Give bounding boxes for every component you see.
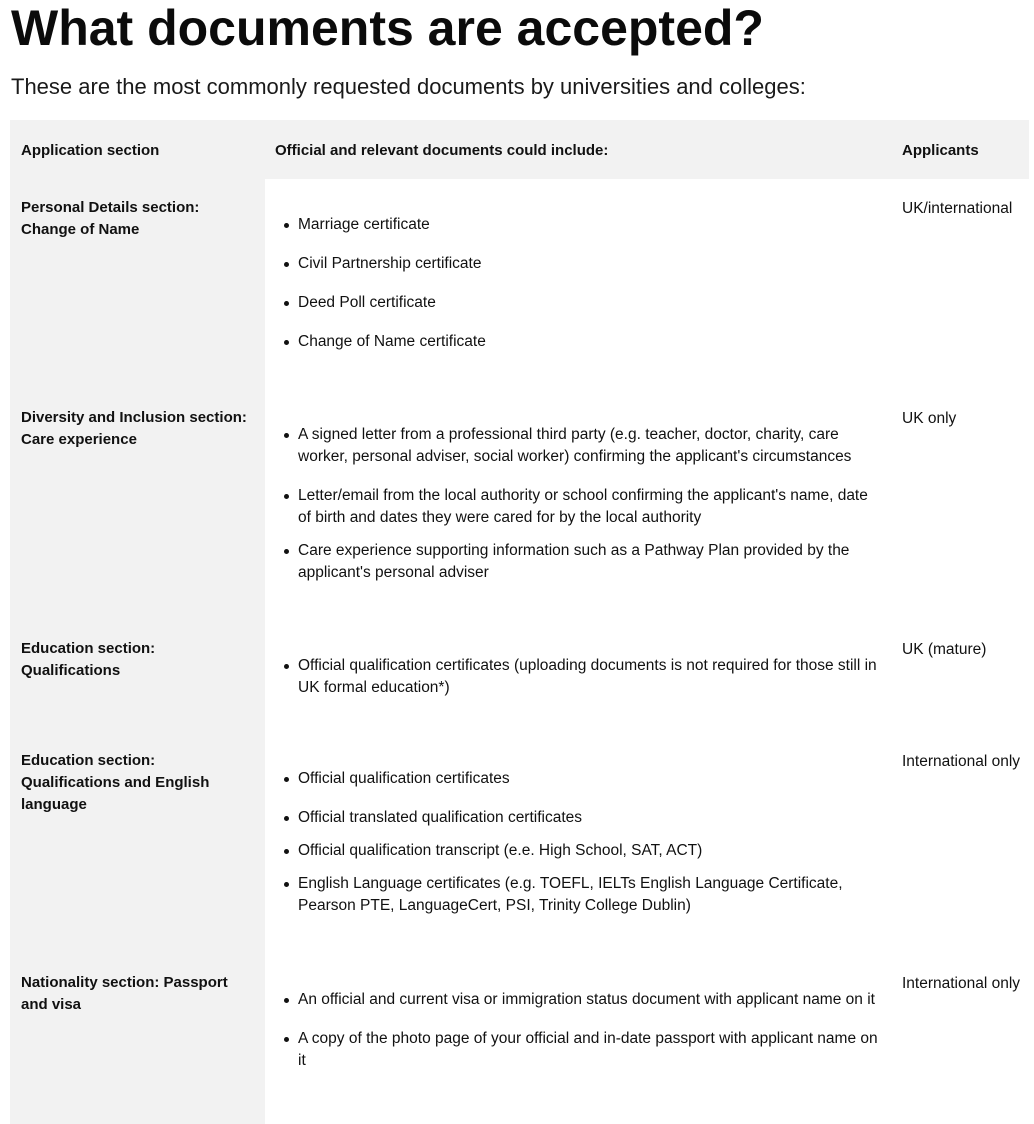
- document-item: Change of Name certificate: [283, 331, 883, 353]
- row-applicants: International only: [902, 975, 1021, 992]
- document-list: [283, 768, 883, 934]
- document-item: A copy of the photo page of your official and in-date passport with applicant name on it: [283, 1028, 883, 1072]
- row-applicants: UK/international: [902, 200, 1013, 217]
- document-item: Letter/email from the local authority or school confirming the applicant's name, date of birth and dates they were cared for by the local authority: [283, 485, 883, 529]
- document-item: Official qualification certificates (uploading documents is not required for those still in UK formal education*): [283, 655, 883, 699]
- document-list: [283, 424, 883, 601]
- document-item: A signed letter from a professional third party (e.g. teacher, doctor, charity, care worker, personal adviser, social worker) confirming the applicant's circumstances: [283, 424, 883, 468]
- row-section-label: Diversity and Inclusion section: Care experience: [21, 409, 247, 448]
- page-title: What documents are accepted?: [11, 0, 764, 56]
- document-item: Care experience supporting information such as a Pathway Plan provided by the applicant's personal adviser: [283, 540, 883, 584]
- document-item: Official qualification certificates: [283, 768, 883, 790]
- row-section-label: Education section: Qualifications and English language: [21, 752, 210, 813]
- document-list: [283, 214, 883, 370]
- row-section-label: Personal Details section: Change of Name: [21, 199, 200, 238]
- document-list: [283, 655, 883, 716]
- header-documents: Official and relevant documents could include:: [275, 142, 609, 159]
- document-item: Marriage certificate: [283, 214, 883, 236]
- document-item: Official translated qualification certificates: [283, 807, 883, 829]
- document-item: Official qualification transcript (e.e. High School, SAT, ACT): [283, 840, 883, 862]
- document-item: Deed Poll certificate: [283, 292, 883, 314]
- page-intro: These are the most commonly requested documents by universities and colleges:: [11, 74, 806, 99]
- document-item: English Language certificates (e.g. TOEFL, IELTs English Language Certificate, Pearson PTE, LanguageCert, PSI, Trinity College Dublin): [283, 873, 883, 917]
- row-applicants: UK only: [902, 410, 957, 427]
- header-applicants: Applicants: [902, 142, 979, 159]
- documents-table: [10, 120, 1029, 1124]
- row-section-label: Nationality section: Passport and visa: [21, 974, 228, 1013]
- document-item: An official and current visa or immigration status document with applicant name on it: [283, 989, 883, 1011]
- row-applicants: UK (mature): [902, 641, 987, 658]
- document-list: [283, 989, 883, 1089]
- row-section-label: Education section: Qualifications: [21, 640, 156, 679]
- header-application-section: Application section: [21, 142, 160, 159]
- document-item: Civil Partnership certificate: [283, 253, 883, 275]
- row-applicants: International only: [902, 753, 1021, 770]
